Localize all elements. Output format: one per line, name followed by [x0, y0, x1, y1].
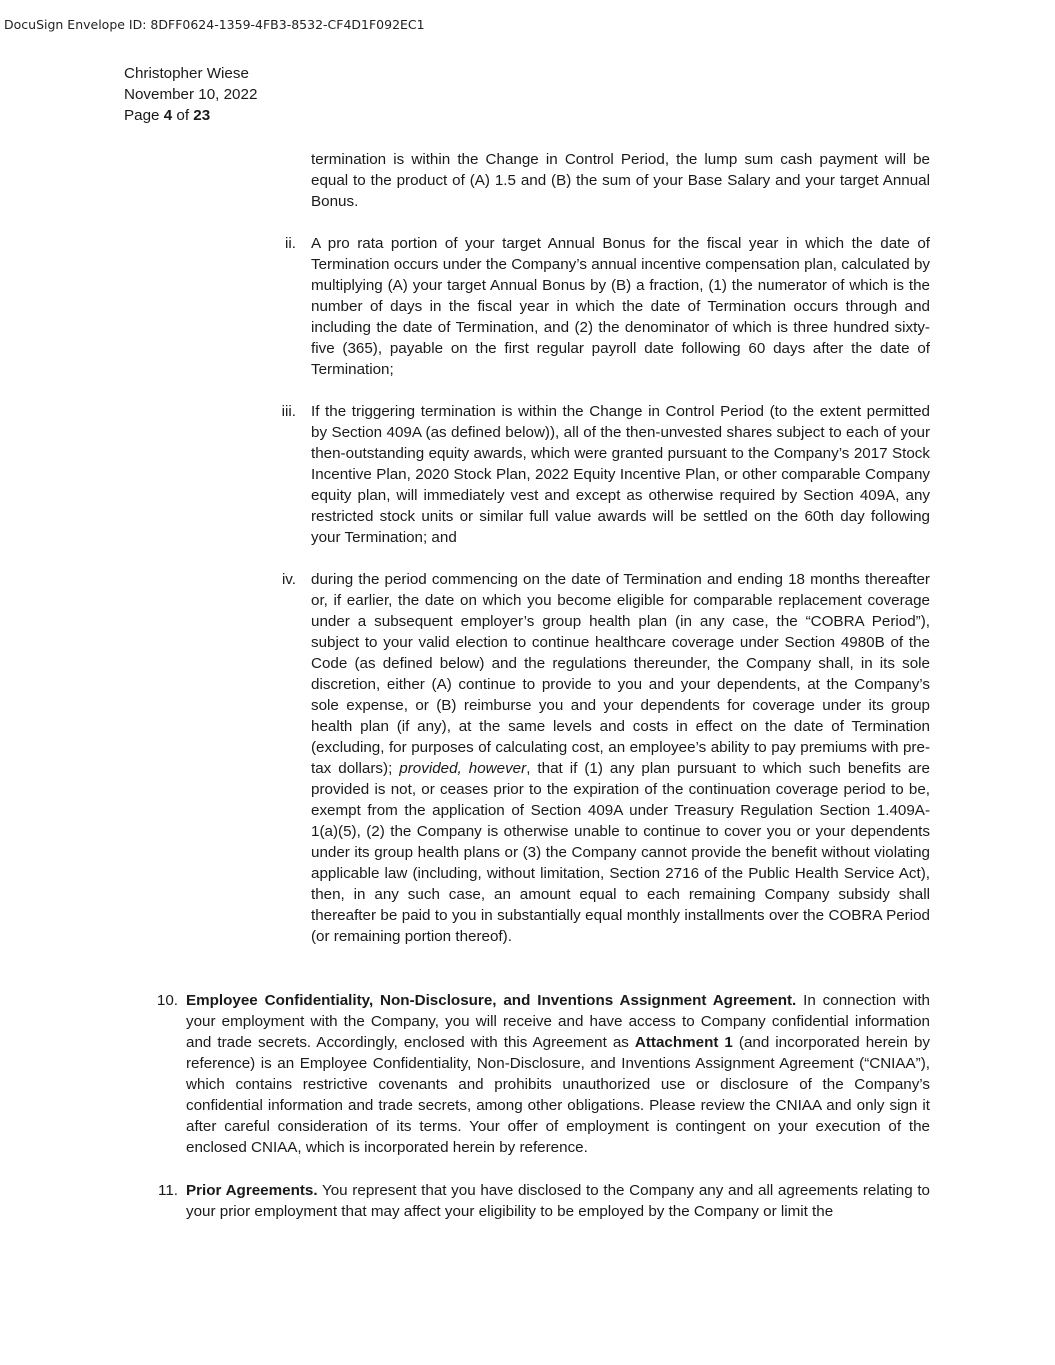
item-i-continuation: termination is within the Change in Control Period, the lump sum cash payment will be equal to the product of (A) 1.5 and (B) the sum of your Base Salary and your target Annual Bonus.	[311, 151, 930, 210]
item-ii-text: A pro rata portion of your target Annual Bonus for the fiscal year in which the date of Termination occurs under the Company’s annual incentive compensation plan, calculated by multiplying (A) your target Annual Bonus by (B) a fraction, (1) the numerator of which is the number of days in the fiscal year in which the date of Termination occurs through and including the date of Termination, and (2) the denominator of which is three hundred sixty-five (365), payable on the first regular payroll date following 60 days after the date of Termination;	[311, 235, 930, 378]
section-10-number: 10.	[156, 992, 178, 1009]
page-indicator: Page 4 of 23	[124, 107, 211, 124]
docusign-envelope-id: DocuSign Envelope ID: 8DFF0624-1359-4FB3-8532-CF4D1F092EC1	[4, 17, 425, 32]
item-iv-label: iv.	[281, 571, 296, 588]
letter-header	[124, 63, 257, 126]
letter-date: November 10, 2022	[124, 86, 258, 103]
item-iii-text: If the triggering termination is within the Change in Control Period (to the extent permitted by Section 409A (as defined below)), all of the then-unvested shares subject to each of your then-outstanding equity awards, which were granted pursuant to the Company’s 2017 Stock Incentive Plan, 2020 Stock Plan, 2022 Equity Incentive Plan, or other comparable Company equity plan, will immediately vest and except as otherwise required by Section 409A, any restricted stock units or similar full value awards will be settled on the 60th day following your Termination; and	[311, 403, 930, 546]
item-iv-text: during the period commencing on the date of Termination and ending 18 months thereafter or, if earlier, the date on which you become eligible for comparable replacement coverage under a subsequent employer’s group health plan (in any case, the “COBRA Period”), subject to your valid election to continue healthcare coverage under Section 4980B of the Code (as defined below) and the regulations thereunder, the Company shall, in its sole discretion, either (A) continue to provide to you and your dependents, at the Company’s sole expense, or (B) reimburse you and your dependents for coverage under its group health plan (if any), at the same levels and costs in effect on the date of Termination (excluding, for purposes of calculating cost, an employee’s ability to pay premiums with pre-tax dollars); provided, however, that if (1) any plan pursuant to which such benefits are provided is not, or ceases prior to the expiration of the continuation coverage period to be, exempt from the application of Section 409A under Treasury Regulation Section 1.409A-1(a)(5), (2) the Company is otherwise unable to continue to cover you or your dependents under its group health plans or (3) the Company cannot provide the benefit without violating applicable law (including, without limitation, Section 2716 of the Public Health Service Act), then, in any such case, an amount equal to each remaining Company subsidy shall thereafter be paid to you in substantially equal monthly installments over the COBRA Period (or remaining portion thereof).	[311, 571, 930, 945]
section-10-paragraph: Employee Confidentiality, Non-Disclosure, and Inventions Assignment Agreement. In connection with your employment with the Company, you will receive and have access to Company confidential information and trade secrets. Accordingly, enclosed with this Agreement as Attachment 1 (and incorporated herein by reference) is an Employee Confidentiality, Non-Disclosure, and Inventions Assignment Agreement (“CNIAA”), which contains restrictive covenants and prohibits unauthorized use or disclosure of the Company’s confidential information and trade secrets, among other obligations. Please review the CNIAA and only sign it after careful consideration of its terms. Your offer of employment is contingent on your execution of the enclosed CNIAA, which is incorporated herein by reference.	[186, 992, 931, 1156]
recipient-name: Christopher Wiese	[124, 65, 249, 82]
page-total: 23	[193, 107, 211, 124]
provided-however-italic: provided, however	[399, 760, 527, 777]
section-10-title: Employee Confidentiality, Non-Disclosure, and Inventions Assignment Agreement.	[186, 992, 797, 1009]
item-ii-label: ii.	[285, 235, 296, 252]
section-11-title: Prior Agreements.	[186, 1182, 318, 1199]
attachment-1-ref: Attachment 1	[634, 1034, 733, 1051]
section-11-paragraph: Prior Agreements. You represent that you have disclosed to the Company any and all agreements relating to your prior employment that may affect your eligibility to be employed by the Company or limit the	[186, 1182, 930, 1220]
page-number: 4	[163, 107, 173, 124]
item-iii-label: iii.	[281, 403, 296, 420]
section-11-number: 11.	[158, 1182, 178, 1199]
